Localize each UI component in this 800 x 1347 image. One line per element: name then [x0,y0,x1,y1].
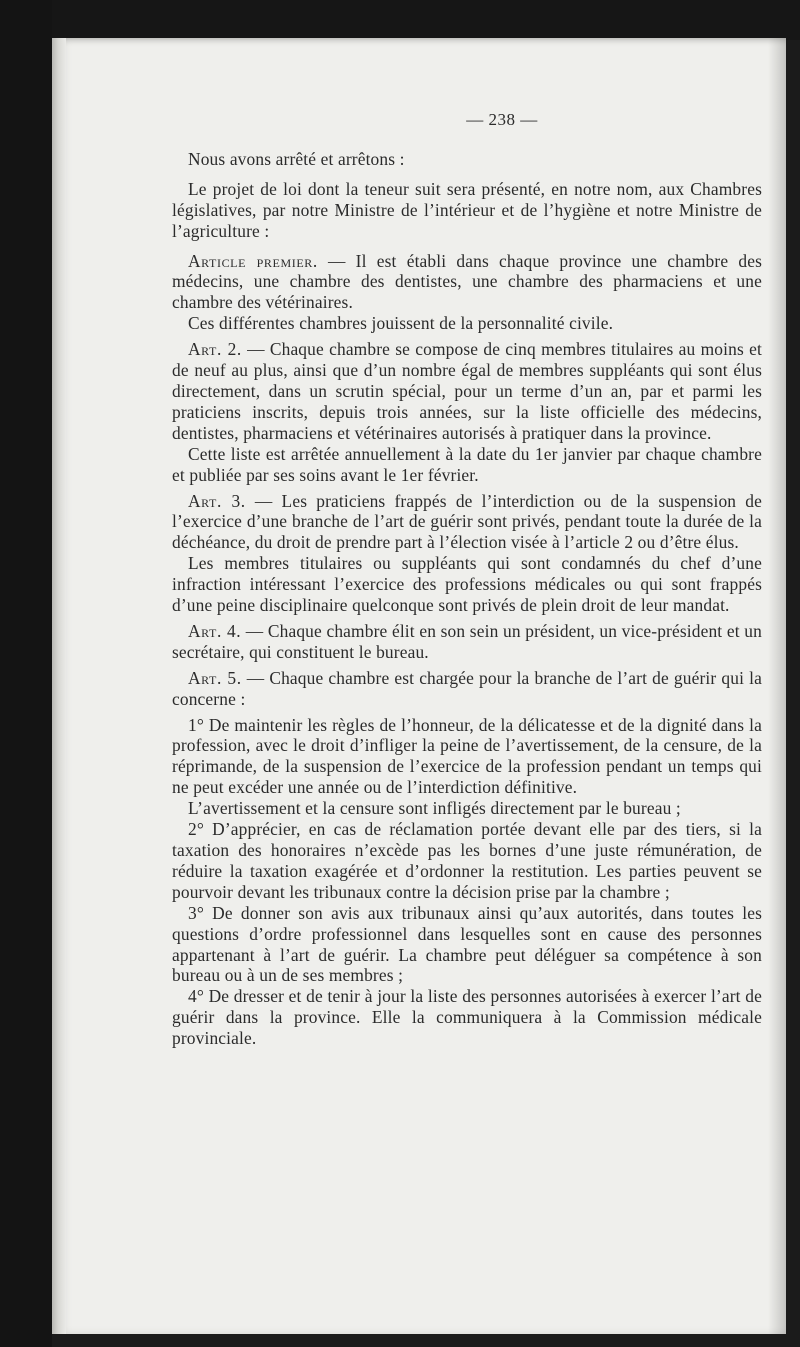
article-heading: Art. 3. [188,490,246,511]
paragraph-text: Le projet de loi dont la teneur suit sera présenté, en notre nom, aux Chambres législatives, par notre Ministre de l’intérieur et de l’hygiène et notre Ministre de l’agriculture : [172,178,762,241]
paragraph-text: 4° De dresser et de tenir à jour la liste des personnes autorisées à exercer l’art de guérir dans la province. Elle la communiquera à la Commission médicale provinciale. [172,986,762,1049]
paragraph-text: 3° De donner son avis aux tribunaux ainsi qu’aux autorités, dans toutes les questions d’ordre professionnel dans lesquelles sont en cause des personnes appartenant à l’art de guérir. La chambre peut déléguer sa compétence à son bureau ou à un de ses membres ; [172,902,762,986]
page-edge-shadow [768,38,786,1334]
article-1-continued [172,313,762,334]
paragraph-text: Cette liste est arrêtée annuellement à la date du 1er janvier par chaque chambre et publiée par ses soins avant le 1er février. [172,443,762,485]
article-1 [172,251,762,314]
page-text [172,110,762,1049]
paragraph-intro [172,149,762,170]
paragraph-text: — Chaque chambre élit en son sein un président, un vice-président et un secrétaire, qui constituent le bureau. [172,620,762,662]
article-heading: Art. 5. [188,667,242,688]
paragraph-text: Nous avons arrêté et arrêtons : [188,148,405,169]
article-3 [172,491,762,554]
article-heading: Art. 2. [188,339,242,360]
paragraph-text: 2° D’apprécier, en cas de réclamation portée devant elle par des tiers, si la taxation des honoraires n’excède pas les bornes d’une juste rémunération, de réduire la taxation exagérée et d’ordonner la restitution. Les parties peuvent se pourvoir devant les tribunaux contre la décision prise par la chambre ; [172,819,762,902]
article-5-item-2 [172,819,762,903]
paragraph-text: Ces différentes chambres jouissent de la personnalité civile. [188,313,614,334]
article-heading: Art. 4. [188,620,242,641]
article-2-continued [172,444,762,486]
scan-background-left [0,0,52,1347]
page-number: — 238 — [466,110,538,129]
paragraph-text: Les membres titulaires ou suppléants qui sont condamnés du chef d’une infraction intéressant l’exercice des professions médicales ou qui sont frappés d’une peine disciplinaire quelconque sont privés de plein droit de leur mandat. [172,553,762,616]
paragraph-text: — Chaque chambre est chargée pour la branche de l’art de guérir qui la concerne : [172,667,762,709]
article-5-item-1-note [172,798,762,819]
page-binding-shadow [52,38,66,1334]
article-5-item-4 [172,986,762,1049]
paragraph-preamble [172,179,762,242]
paragraph-text: 1° De maintenir les règles de l’honneur, de la délicatesse et de la dignité dans la profession, avec le droit d’infliger la peine de l’avertissement, de la censure, de la réprimande, de la suspension de l’exercice de la profession pendant un temps qui ne peut excéder une année ou de l’interdiction définitive. [172,714,762,798]
article-4 [172,621,762,663]
article-5-item-3 [172,903,762,987]
paragraph-text: — Chaque chambre se compose de cinq membres titulaires au moins et de neuf au plus, ainsi que d’un nombre égal de membres suppléants qui sont élus directement, dans un scrutin spécial, pour un terme d’un an, par et parmi les praticiens inscrits, depuis trois années, sur la liste officielle des médecins, dentistes, pharmaciens et vétérinaires autorisés à pratiquer dans la province. [172,339,762,443]
scan-background-top [0,0,800,40]
article-heading: Article premier. [188,250,318,271]
paragraph-text: — Les praticiens frappés de l’interdiction ou de la suspension de l’exercice d’une branche de l’art de guérir sont privés, pendant toute la durée de la déchéance, du droit de prendre part à l’élection visée à l’article 2 ou d’être élus. [172,490,762,553]
paragraph-text: L’avertissement et la censure sont infligés directement par le bureau ; [188,798,681,819]
article-2 [172,339,762,444]
paragraph-text: — Il est établi dans chaque province une chambre des médecins, une chambre des dentistes, une chambre des pharmaciens et une chambre des vétérinaires. [172,250,762,313]
article-5-item-1 [172,715,762,799]
article-5 [172,668,762,710]
book-page [52,38,786,1334]
article-3-continued [172,553,762,616]
